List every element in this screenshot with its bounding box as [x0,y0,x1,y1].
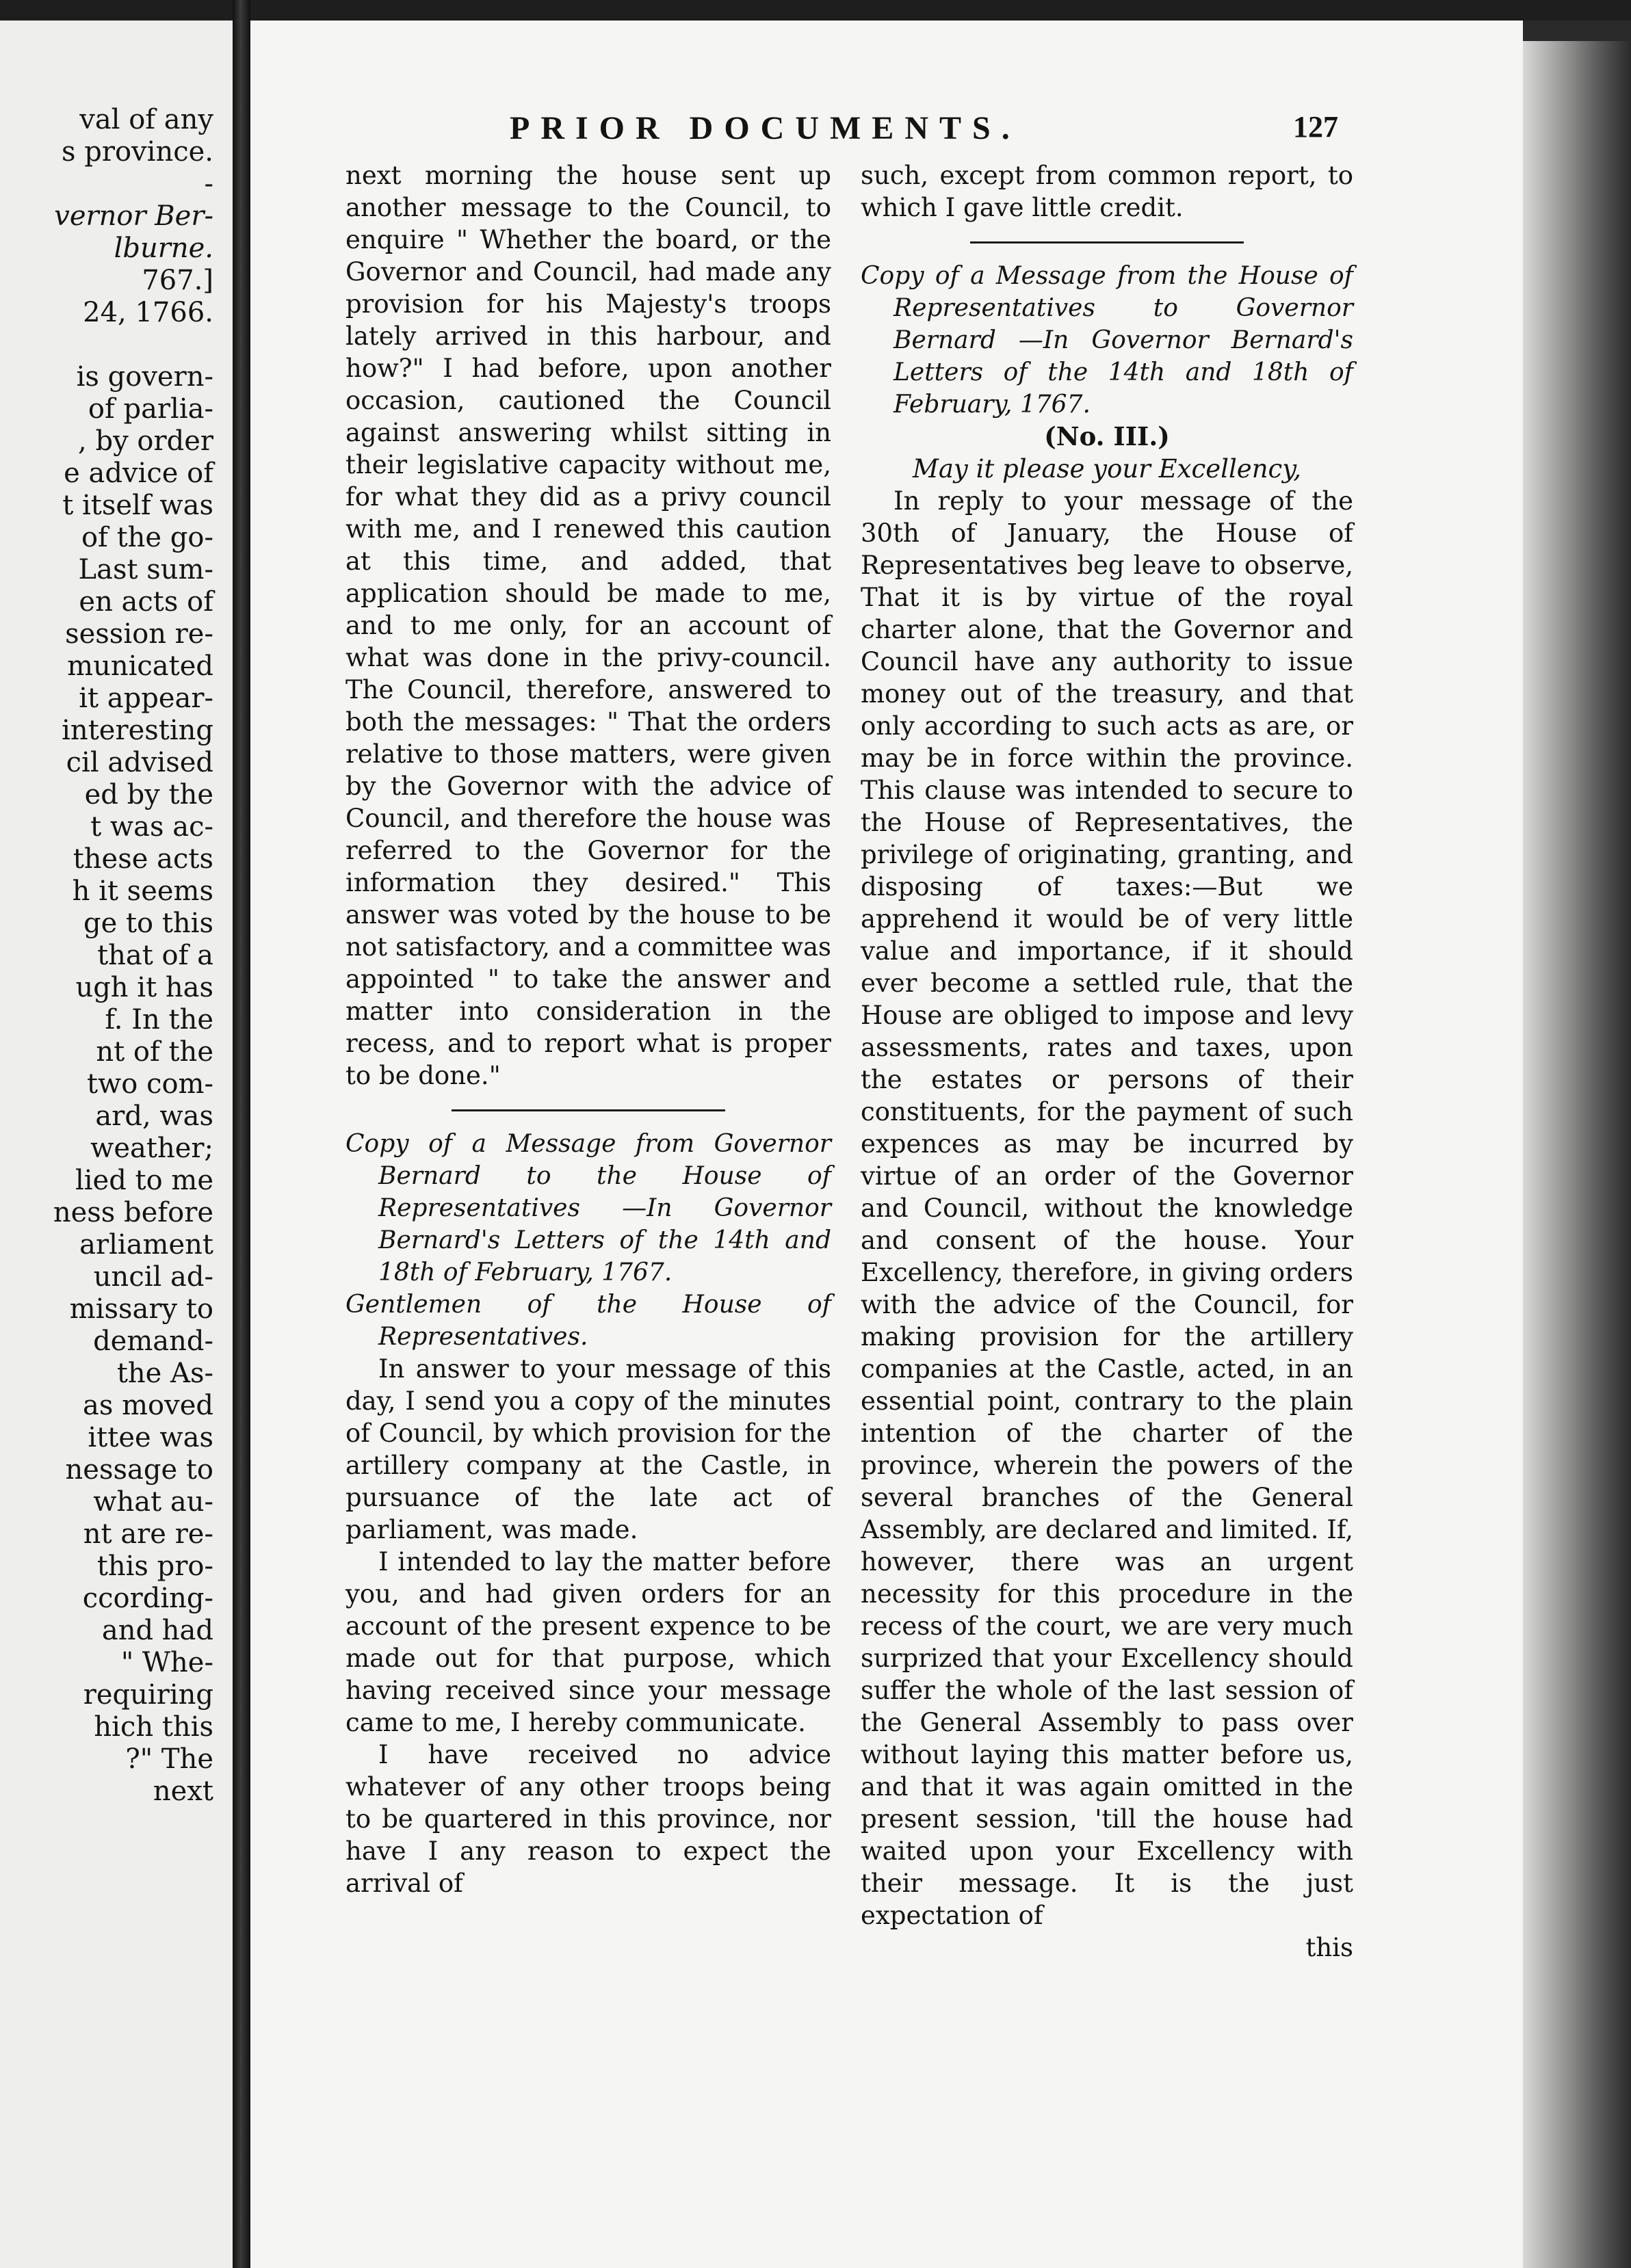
facing-page-line: weather; [90,1133,213,1164]
facing-page-line: , by order [78,425,213,457]
facing-page-line: requiring [83,1679,213,1711]
facing-page-line: ittee was [88,1422,213,1453]
facing-page-text [0,104,233,1808]
facing-page-line: nt are re- [83,1518,213,1550]
column-left-paragraph-2: In answer to your message of this day, I send you a copy of the minutes of Council, by which provision for the artillery company at the Castle, in pursuance of the late act of parliament, was made. [345,1354,831,1544]
facing-page-line: cil advised [66,747,213,778]
facing-page-line: demand- [93,1326,213,1357]
facing-page-line: t was ac- [90,811,213,843]
facing-page-line: two com- [86,1068,213,1100]
facing-page-line: ed by the [84,779,213,810]
text-column-right [861,159,1353,1964]
message-heading-governor: Copy of a Message from Governor Bernard to the House of Representatives —In Governor Bernard's Letters of the 14th and 18th of February, 1767. [345,1130,831,1287]
running-head: PRIOR DOCUMENTS. [510,110,1021,146]
facing-page-line: and had [101,1615,213,1646]
section-rule [452,1109,725,1111]
facing-page-line: lied to me [75,1165,213,1196]
catchword: this [1305,1933,1353,1962]
facing-page-line: as moved [83,1390,213,1421]
facing-page-line: that of a [97,940,213,971]
facing-page-line [0,329,233,361]
column-right-paragraph-1: such, except from common report, to which I gave little credit. [861,161,1353,222]
page-number: 127 [1293,110,1338,144]
facing-page-line: this pro- [96,1551,213,1582]
facing-page-line: ?" The [125,1743,213,1775]
facing-page-line: vernor Ber- [54,200,213,232]
facing-page-line: next [153,1776,213,1807]
message-number: (No. III.) [1044,421,1170,451]
facing-page-line: en acts of [79,586,213,618]
column-left-paragraph-1: next morning the house sent up another message to the Council, to enquire " Whether the board, or the Governor and Council, had made any provision for his Majesty's troops lately arrived in this harbour, and how?" I had before, upon another occasion, cautioned the Council against answering whilst sitting in their legislative capacity without me, for what they did as a privy council with me, and I renewed this caution at this time, and added, that application should be made to me, and to me only, for an account of what was done in the privy-council. The Council, therefore, answered to both the messages: " That the orders relative to those matters, were given by the Governor with the advice of Council, and therefore the house was referred to the Governor for the information they desired." This answer was voted by the house to be not satisfactory, and a committee was appointed " to take the answer and matter into consideration in the recess, and to report what is proper to be done." [345,161,831,1090]
facing-page-line: 24, 1766. [83,297,213,328]
facing-page-line: nt of the [96,1036,213,1068]
message-salutation: May it please your Excellency, [912,454,1301,484]
facing-page-line: what au- [93,1486,213,1518]
facing-page-line: ness before [53,1197,213,1228]
facing-page-line: " Whe- [120,1647,213,1678]
facing-page-line: of parlia- [88,393,213,425]
facing-page-line: hich this [94,1711,213,1743]
facing-page-line: - [204,168,213,200]
facing-page-line: h it seems [72,875,213,907]
facing-page-line: arliament [79,1229,213,1261]
facing-page-line: the As- [116,1358,213,1389]
facing-page-line: f. In the [105,1004,213,1036]
facing-page-line: s province. [62,136,213,168]
facing-page-line: ard, was [95,1100,213,1132]
message-salutation: Gentlemen of the House of Representatives. [345,1291,831,1351]
facing-page-line: ge to this [83,908,213,939]
column-left-paragraph-4: I have received no advice whatever of any other troops being to be quartered in this province, nor have I any reason to expect the arrival of [345,1740,831,1898]
facing-page-line: Last sum- [78,554,213,585]
facing-page-line: session re- [65,618,213,650]
facing-page-line: is govern- [76,361,213,393]
facing-page-line: 767.] [142,265,213,296]
facing-page-line: val of any [79,104,213,135]
facing-page-line: e advice of [64,458,213,489]
book-gutter [233,0,250,2268]
facing-page-line: ccording- [82,1583,213,1614]
facing-page-line: nessage to [65,1454,213,1486]
facing-page-line: it appear- [79,683,213,714]
column-left-paragraph-3: I intended to lay the matter before you, and had given orders for an account of the present expence to be made out for that purpose, which having received since your message came to me, I hereby communicate. [345,1547,831,1737]
facing-page-line: these acts [73,843,213,875]
facing-page-line: interesting [62,715,213,746]
text-column-left [345,159,831,1899]
facing-page-line: t itself was [62,490,213,521]
message-heading-house: Copy of a Message from the House of Representatives to Governor Bernard —In Governor Bernard's Letters of the 14th and 18th of February, 1767. [861,262,1353,419]
column-right-paragraph-2: In reply to your message of the 30th of January, the House of Representatives beg leave to observe, That it is by virtue of the royal charter alone, that the Governor and Council have any authority to issue money out of the treasury, and that only according to such acts as are, or may be in force within the province. This clause was intended to secure to the House of Representatives, the privilege of originating, granting, and disposing of taxes:—But we apprehend it would be of very little value and importance, if it should ever become a settled rule, that the House are obliged to impose and levy assessments, rates and taxes, upon the estates or persons of their constituents, for the payment of such expences as may be incurred by virtue of an order of the Governor and Council, without the knowledge and consent of the house. Your Excellency, therefore, in giving orders with the advice of the Council, for making provision for the artillery companies at the Castle, acted, in an essential point, contrary to the plain intention of the charter of the province, wherein the powers of the several branches of the General Assembly, are declared and limited. If, however, there was an urgent necessity for this procedure in the recess of the court, we are very much surprized that your Excellency should suffer the whole of the last session of the General Assembly to pass over without laying this matter before us, and that it was again omitted in the present session, 'till the house had waited upon your Excellency with their message. It is the just expectation of [861,486,1353,1930]
facing-page-line: municated [67,650,213,682]
facing-page-line: uncil ad- [93,1261,213,1293]
page-edge-curl [1523,41,1631,2268]
section-rule [970,241,1244,243]
facing-page-line: of the go- [81,522,213,553]
facing-page-line: missary to [69,1293,213,1325]
facing-page-line: lburne. [114,233,213,264]
facing-page-fragment [0,21,233,2268]
facing-page-line: ugh it has [75,972,213,1003]
